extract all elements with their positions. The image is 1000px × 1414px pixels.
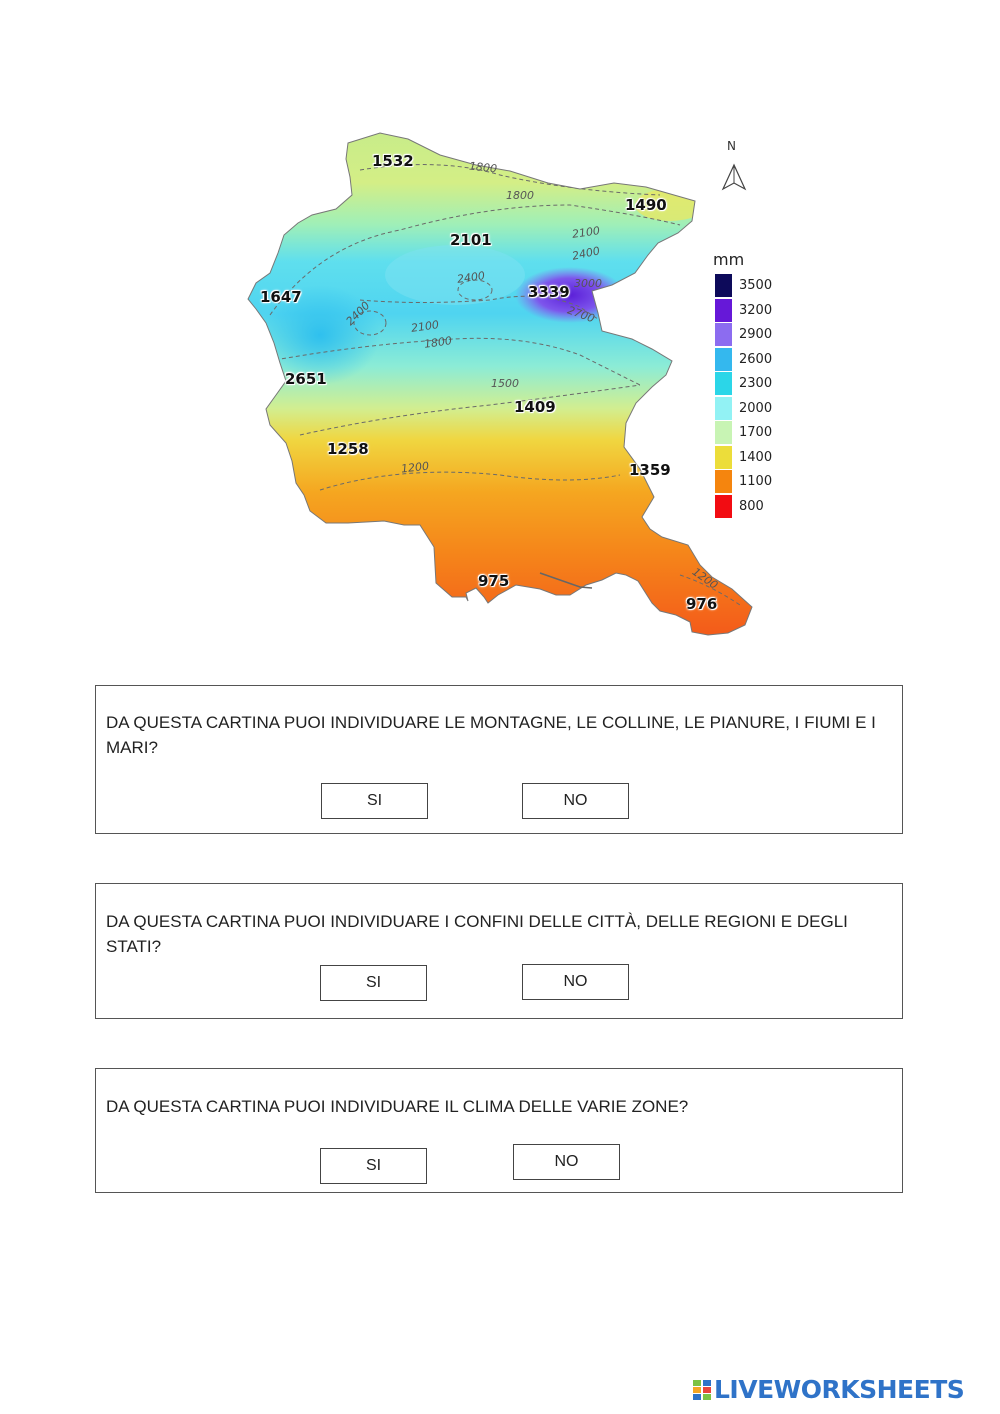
station-value: 1490 xyxy=(625,196,667,214)
legend-label: 2300 xyxy=(739,376,773,391)
station-value: 1647 xyxy=(260,288,302,306)
isoline-label: 2400 xyxy=(570,244,602,263)
legend-item xyxy=(715,274,772,297)
legend-item xyxy=(715,495,764,518)
legend-label: 1700 xyxy=(739,425,773,440)
isoline-label: 1200 xyxy=(400,459,430,476)
isoline-label: 2400 xyxy=(456,269,486,286)
station-value: 1359 xyxy=(629,461,671,479)
isoline-label: 1200 xyxy=(689,565,721,592)
answer-yes-button[interactable]: SI xyxy=(321,783,428,819)
legend-swatch xyxy=(715,348,732,371)
legend-label: 2600 xyxy=(739,351,773,367)
station-value: 976 xyxy=(686,595,718,613)
legend-label: 1400 xyxy=(739,449,773,465)
isoline-label: 1800 xyxy=(423,334,453,351)
answer-yes-button[interactable]: SI xyxy=(320,1148,427,1184)
legend-item xyxy=(715,421,772,444)
legend-unit: mm xyxy=(713,250,745,269)
legend-swatch xyxy=(715,397,732,420)
legend-item xyxy=(715,348,772,371)
legend-swatch xyxy=(715,421,732,444)
legend-item xyxy=(715,446,772,469)
isoline-label: 2700 xyxy=(565,303,597,326)
legend-swatch xyxy=(715,446,732,469)
north-arrow-icon xyxy=(723,165,745,189)
answer-no-button[interactable]: NO xyxy=(513,1144,620,1180)
north-label: N xyxy=(727,139,736,153)
precipitation-map xyxy=(240,125,773,650)
legend-item xyxy=(715,470,772,493)
legend-swatch xyxy=(715,274,732,297)
legend-swatch xyxy=(715,470,732,493)
legend-item xyxy=(715,372,772,395)
legend-label: 2000 xyxy=(739,400,773,416)
station-value: 2651 xyxy=(285,370,327,388)
liveworksheets-logo-icon xyxy=(692,1378,712,1402)
station-value: 1409 xyxy=(514,398,556,416)
station-value: 1258 xyxy=(327,440,369,458)
legend-label: 2900 xyxy=(739,327,773,342)
isoline-label: 1800 xyxy=(468,159,498,176)
question-text: DA QUESTA CARTINA PUOI INDIVIDUARE IL CLIMA DELLE VARIE ZONE? xyxy=(106,1097,689,1116)
legend-swatch xyxy=(715,323,732,346)
brand-logo[interactable] xyxy=(692,1375,964,1404)
station-value: 3339 xyxy=(528,283,570,301)
station-value: 2101 xyxy=(450,231,492,249)
isoline-label: 2400 xyxy=(343,299,373,328)
question-box-1 xyxy=(95,685,903,834)
question-box-3 xyxy=(95,1068,903,1193)
legend-label: 3200 xyxy=(739,302,773,318)
legend-item xyxy=(715,323,772,346)
station-value: 1532 xyxy=(372,152,414,170)
isoline-label: 1800 xyxy=(506,189,534,202)
legend-item xyxy=(715,397,772,420)
isoline-label: 2100 xyxy=(571,224,601,241)
isoline-label: 1500 xyxy=(491,377,519,390)
station-value: 975 xyxy=(478,572,510,590)
legend-label: 800 xyxy=(739,498,764,514)
legend-swatch xyxy=(715,495,732,518)
isoline-label: 2100 xyxy=(410,318,440,335)
answer-no-button[interactable]: NO xyxy=(522,964,629,1000)
legend-swatch xyxy=(715,372,732,395)
question-text: DA QUESTA CARTINA PUOI INDIVIDUARE I CONFINI DELLE CITTÀ, DELLE REGIONI E DEGLI STATI? xyxy=(106,912,848,956)
question-text: DA QUESTA CARTINA PUOI INDIVIDUARE LE MONTAGNE, LE COLLINE, LE PIANURE, I FIUMI E I MARI? xyxy=(106,713,876,757)
answer-no-button[interactable]: NO xyxy=(522,783,629,819)
answer-yes-button[interactable]: SI xyxy=(320,965,427,1001)
question-box-2 xyxy=(95,883,903,1019)
legend-item xyxy=(715,299,772,322)
legend-swatch xyxy=(715,299,732,322)
legend-label: 3500 xyxy=(739,278,773,293)
isoline-label: 3000 xyxy=(574,277,602,290)
brand-name: LIVEWORKSHEETS xyxy=(714,1375,965,1404)
legend-label: 1100 xyxy=(739,474,773,489)
